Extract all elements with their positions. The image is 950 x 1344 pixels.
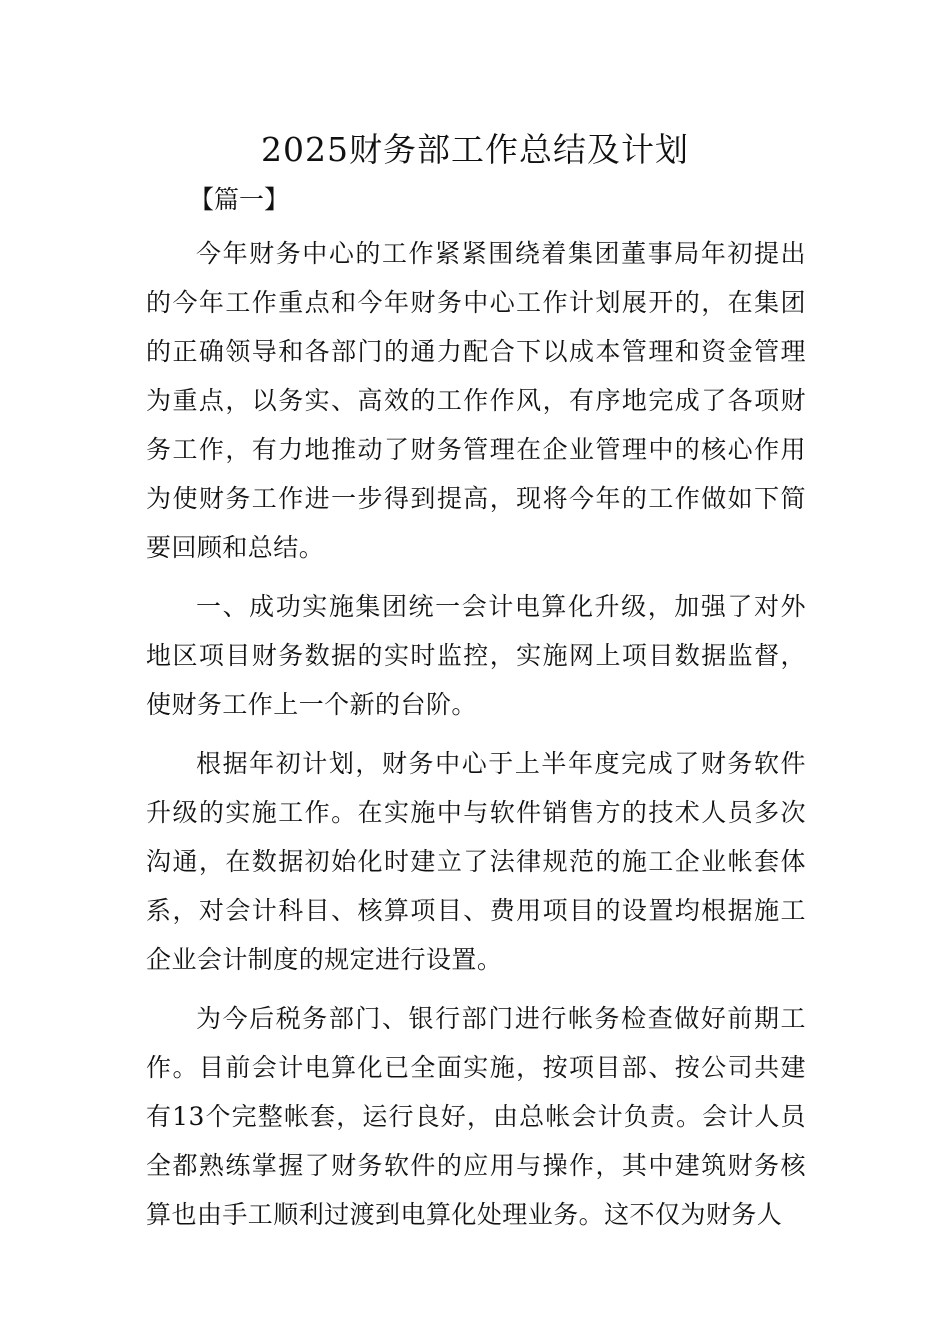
paragraph-1: 今年财务中心的工作紧紧围绕着集团董事局年初提出的今年工作重点和今年财务中心工作计划展开的，在集团的正确领导和各部门的通力配合下以成本管理和资金管理为重点，以务实、高效的工作作风，有序地完成了各项财务工作，有力地推动了财务管理在企业管理中的核心作用为使财务工作进一步得到提高，现将今年的工作做如下简要回顾和总结。 [146, 239, 806, 562]
paragraph-3: 根据年初计划，财务中心于上半年度完成了财务软件升级的实施工作。在实施中与软件销售方的技术人员多次沟通，在数据初始化时建立了法律规范的施工企业帐套体系，对会计科目、核算项目、费用项目的设置均根据施工企业会计制度的规定进行设置。 [146, 749, 806, 974]
section-label: 【篇一】 [189, 185, 290, 214]
document-body [146, 229, 806, 1249]
paragraph-2: 一、成功实施集团统一会计电算化升级，加强了对外地区项目财务数据的实时监控，实施网上项目数据监督，使财务工作上一个新的台阶。 [146, 592, 806, 719]
paragraph-4: 为今后税务部门、银行部门进行帐务检查做好前期工作。目前会计电算化已全面实施，按项目部、按公司共建有13个完整帐套，运行良好，由总帐会计负责。会计人员全都熟练掌握了财务软件的应用与操作，其中建筑财务核算也由手工顺利过渡到电算化处理业务。这不仅为财务人 [146, 1004, 806, 1229]
document-title: 2025财务部工作总结及计划 [261, 130, 689, 169]
